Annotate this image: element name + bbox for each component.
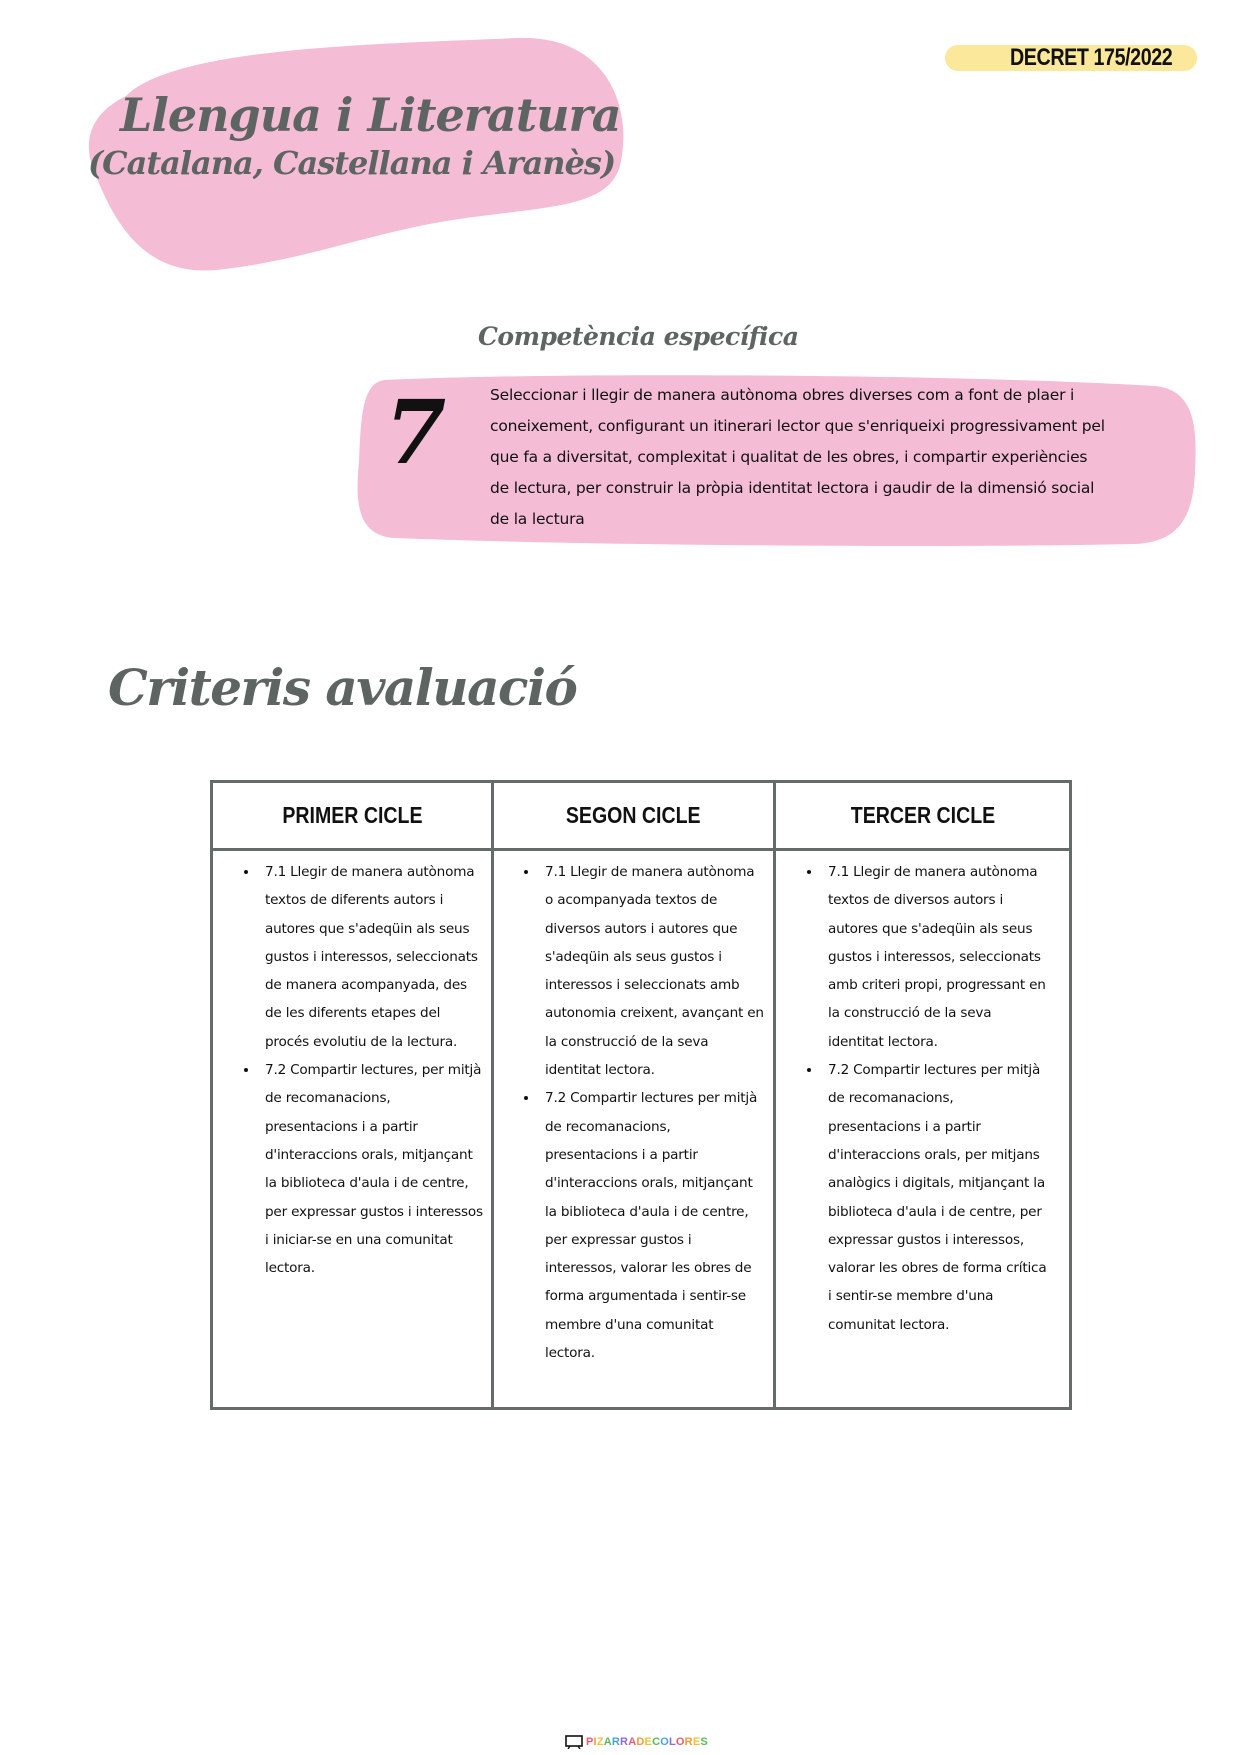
criteris-heading: Criteris avaluació <box>108 658 577 717</box>
column-header-label: SEGON CICLE <box>566 802 701 828</box>
column-header-tercer-cicle <box>776 783 1069 848</box>
column-divider <box>491 783 494 1407</box>
list-item: • 7.2 Compartir lectures per mitjà de recomanacions, presentacions i a partir d'interaccions orals, mitjançant la biblioteca d'aula i de centre, per expressar gustos i interessos, valorar les obres de forma argumentada i sentir-se membre d'una comunitat lectora. <box>539 1084 765 1367</box>
board-icon <box>565 1735 583 1749</box>
column-header-primer-cicle <box>213 783 491 848</box>
page-subtitle: (Catalana, Castellana i Aranès) <box>88 144 616 182</box>
column-divider <box>773 783 776 1407</box>
list-item: • 7.1 Llegir de manera autònoma textos de diferents autors i autores que s'adeqüin als seus gustos i interessos, seleccionats de manera acompanyada, des de les diferents etapes del procés evolutiu de la lectura. <box>259 858 485 1056</box>
competencia-number: 7 <box>385 380 447 484</box>
competencia-heading: Competència específica <box>478 322 799 351</box>
header-divider <box>213 848 1069 851</box>
column-header-label: TERCER CICLE <box>850 802 995 828</box>
page-title: Llengua i Literatura <box>120 88 621 142</box>
column-body-primer-cicle <box>235 858 485 1282</box>
column-header-label: PRIMER CICLE <box>281 802 423 828</box>
column-body-tercer-cicle <box>798 858 1050 1339</box>
column-header-segon-cicle <box>494 783 773 848</box>
competencia-text: Seleccionar i llegir de manera autònoma obres diverses com a font de plaer i coneixement, configurant un itinerari lector que s'enriqueixi progressivament pel que fa a diversitat, complexitat i qualitat de les obres, i compartir experiències de lectura, per construir la pròpia identitat lectora i gaudir de la dimensió social de la lectura <box>490 386 1105 528</box>
list-item: • 7.1 Llegir de manera autònoma textos de diversos autors i autores que s'adeqüin als seus gustos i interessos, seleccionats amb criteri propi, progressant en la construcció de la seva identitat lectora. <box>822 858 1050 1056</box>
decret-label: DECRET 175/2022 <box>1010 44 1173 71</box>
footer-logo-text: PIZARRADECOLORES <box>586 1736 708 1748</box>
column-body-segon-cicle <box>515 858 765 1367</box>
list-item: • 7.2 Compartir lectures, per mitjà de recomanacions, presentacions i a partir d'interaccions orals, mitjançant la biblioteca d'aula i de centre, per expressar gustos i interessos i iniciar-se en una comunitat lectora. <box>259 1056 485 1282</box>
list-item: • 7.2 Compartir lectures per mitjà de recomanacions, presentacions i a partir d'interaccions orals, per mitjans analògics i digitals, mitjançant la biblioteca d'aula i de centre, per expressar gustos i interessos, valorar les obres de forma crítica i sentir-se membre d'una comunitat lectora. <box>822 1056 1050 1339</box>
footer-logo <box>565 1733 708 1751</box>
list-item: • 7.1 Llegir de manera autònoma o acompanyada textos de diversos autors i autores que s'adeqüin als seus gustos i interessos i seleccionats amb autonomia creixent, avançant en la construcció de la seva identitat lectora. <box>539 858 765 1084</box>
criteris-table <box>210 780 1072 1410</box>
